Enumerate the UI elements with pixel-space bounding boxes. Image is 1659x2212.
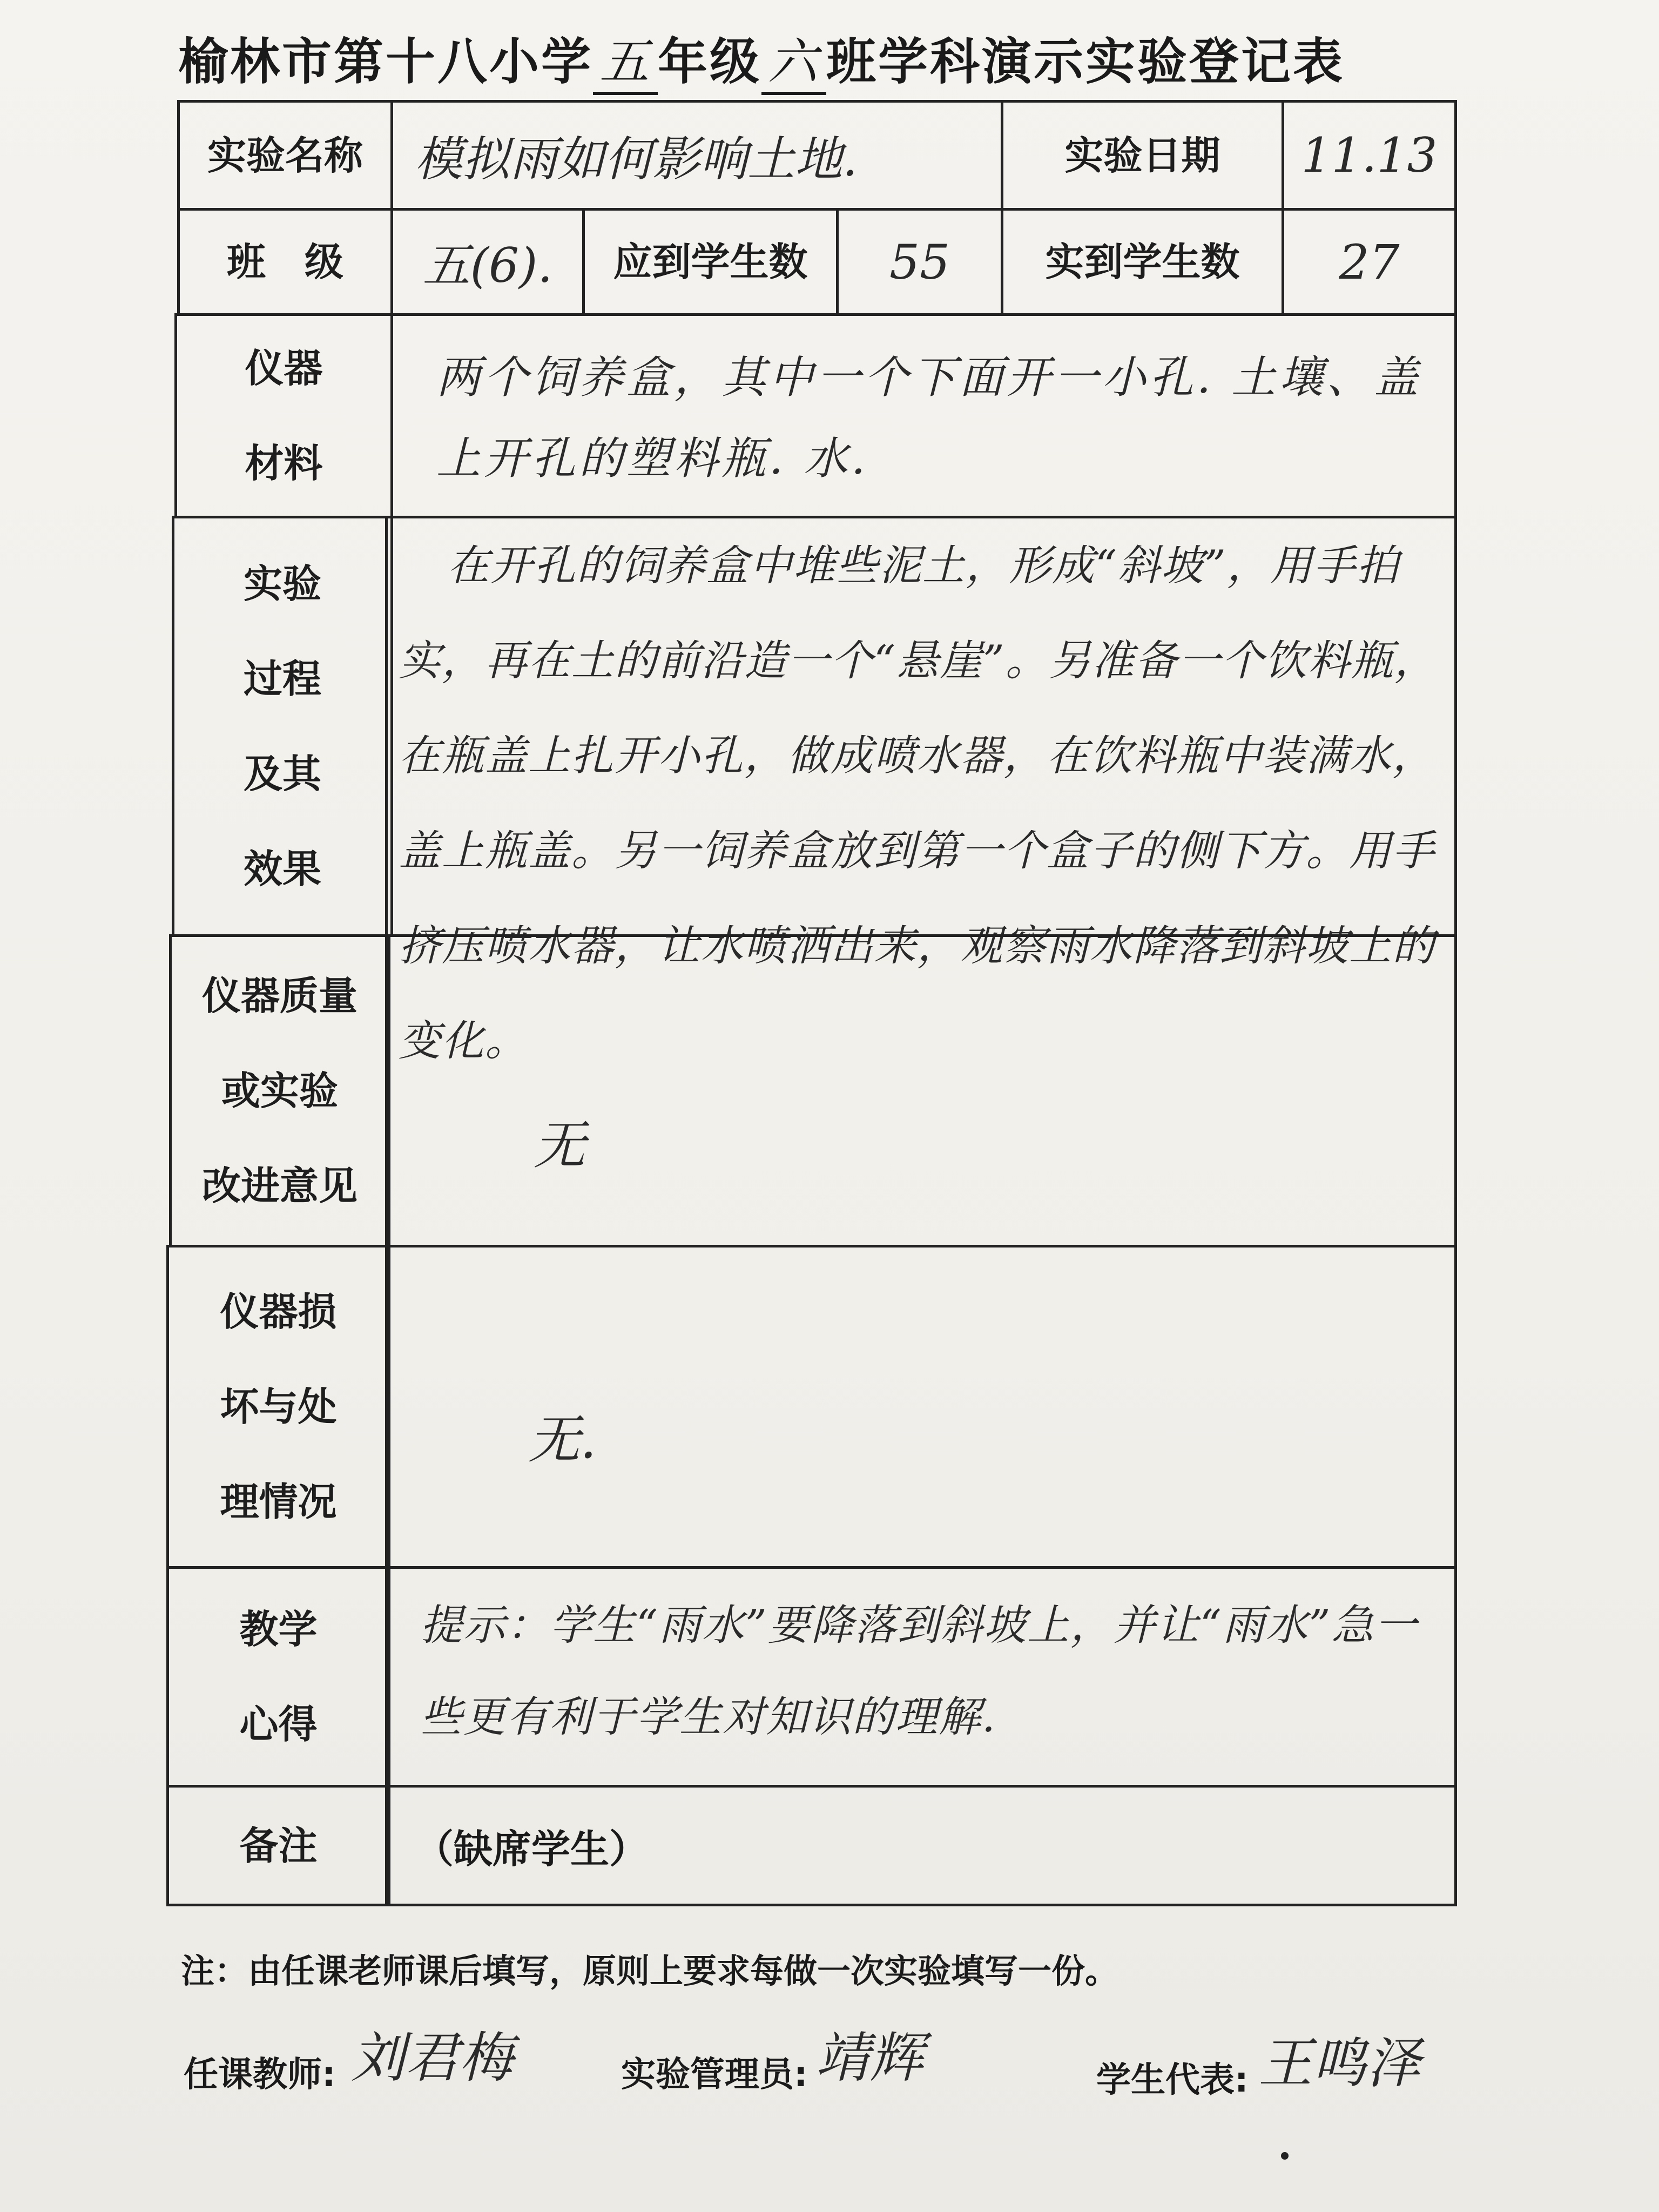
reflection-label	[166, 1566, 390, 1788]
ink-dot	[1281, 2152, 1289, 2160]
admin-label: 实验管理员:	[621, 2055, 808, 2095]
registration-table	[166, 100, 1462, 1909]
class-fill: 六	[761, 32, 826, 95]
class-label: 班 级	[177, 208, 393, 316]
experiment-name-value: 模拟雨如何影响土地.	[390, 100, 1003, 211]
student-rep-signature: 王鸣泽	[1258, 2032, 1420, 2095]
damage-label-line-2: 坏与处	[220, 1384, 337, 1429]
date-value: 11.13	[1282, 100, 1457, 211]
grade-word: 年级	[658, 33, 762, 91]
remarks-label: 备注	[166, 1785, 390, 1906]
quality-label	[169, 934, 390, 1247]
teacher-signature: 刘君梅	[351, 2026, 513, 2089]
footnote: 注：由任课老师课后填写，原则上要求每做一次实验填写一份。	[181, 1951, 1119, 1991]
materials-label-line-2: 材料	[245, 441, 323, 486]
form-name: 班学科演示实验登记表	[826, 33, 1345, 91]
experiment-name-label: 实验名称	[177, 100, 393, 211]
materials-label	[174, 313, 393, 518]
quality-value: 无	[385, 934, 1457, 1247]
process-label-line-2: 过程	[243, 656, 321, 702]
process-label-line-4: 效果	[243, 846, 321, 892]
grade-fill: 五	[593, 32, 658, 95]
damage-label	[166, 1245, 390, 1569]
process-value: 在开孔的饲养盒中堆些泥土，形成“斜坡”，用手拍实，再在土的前沿造一个“悬崖”。另准备一个饮料瓶，在瓶盖上扎开小孔，做成喷水器，在饮料瓶中装满水，盖上瓶盖。另一饲养盒放到第一个盒子的侧下方。用手挤压喷水器，让水喷洒出来，观察雨水降落到斜坡上的变化。	[385, 516, 1457, 937]
reflection-value: 提示：学生“雨水”要降落到斜坡上，并让“雨水”急一些更有利于学生对知识的理解.	[385, 1566, 1457, 1788]
process-label	[172, 516, 393, 937]
date-label: 实验日期	[1001, 100, 1284, 211]
student-rep-label: 学生代表:	[1096, 2060, 1249, 2100]
damage-label-line-1: 仪器损	[220, 1289, 337, 1334]
process-label-line-1: 实验	[243, 561, 321, 606]
quality-label-line-2: 或实验	[221, 1068, 338, 1114]
reflection-label-line-1: 教学	[239, 1607, 318, 1652]
expected-students-value: 55	[836, 208, 1003, 316]
process-label-line-3: 及其	[243, 751, 321, 797]
expected-students-label: 应到学生数	[582, 208, 839, 316]
admin-signature: 靖辉	[815, 2026, 923, 2089]
teacher-label: 任课教师:	[184, 2055, 336, 2095]
remarks-value: （缺席学生）	[385, 1785, 1457, 1906]
damage-value: 无.	[385, 1245, 1457, 1569]
class-value: 五(6).	[390, 208, 585, 316]
materials-label-line-1: 仪器	[245, 346, 323, 391]
quality-label-line-1: 仪器质量	[201, 973, 358, 1019]
materials-value: 两个饲养盒，其中一个下面开一小孔. 土壤、盖上开孔的塑料瓶. 水.	[390, 313, 1457, 518]
damage-label-line-3: 理情况	[220, 1479, 337, 1525]
form-title	[178, 22, 1501, 103]
actual-students-label: 实到学生数	[1001, 208, 1284, 316]
school-name: 榆林市第十八小学	[178, 33, 594, 91]
actual-students-value: 27	[1282, 208, 1457, 316]
reflection-label-line-2: 心得	[239, 1702, 318, 1747]
quality-label-line-3: 改进意见	[201, 1163, 358, 1209]
